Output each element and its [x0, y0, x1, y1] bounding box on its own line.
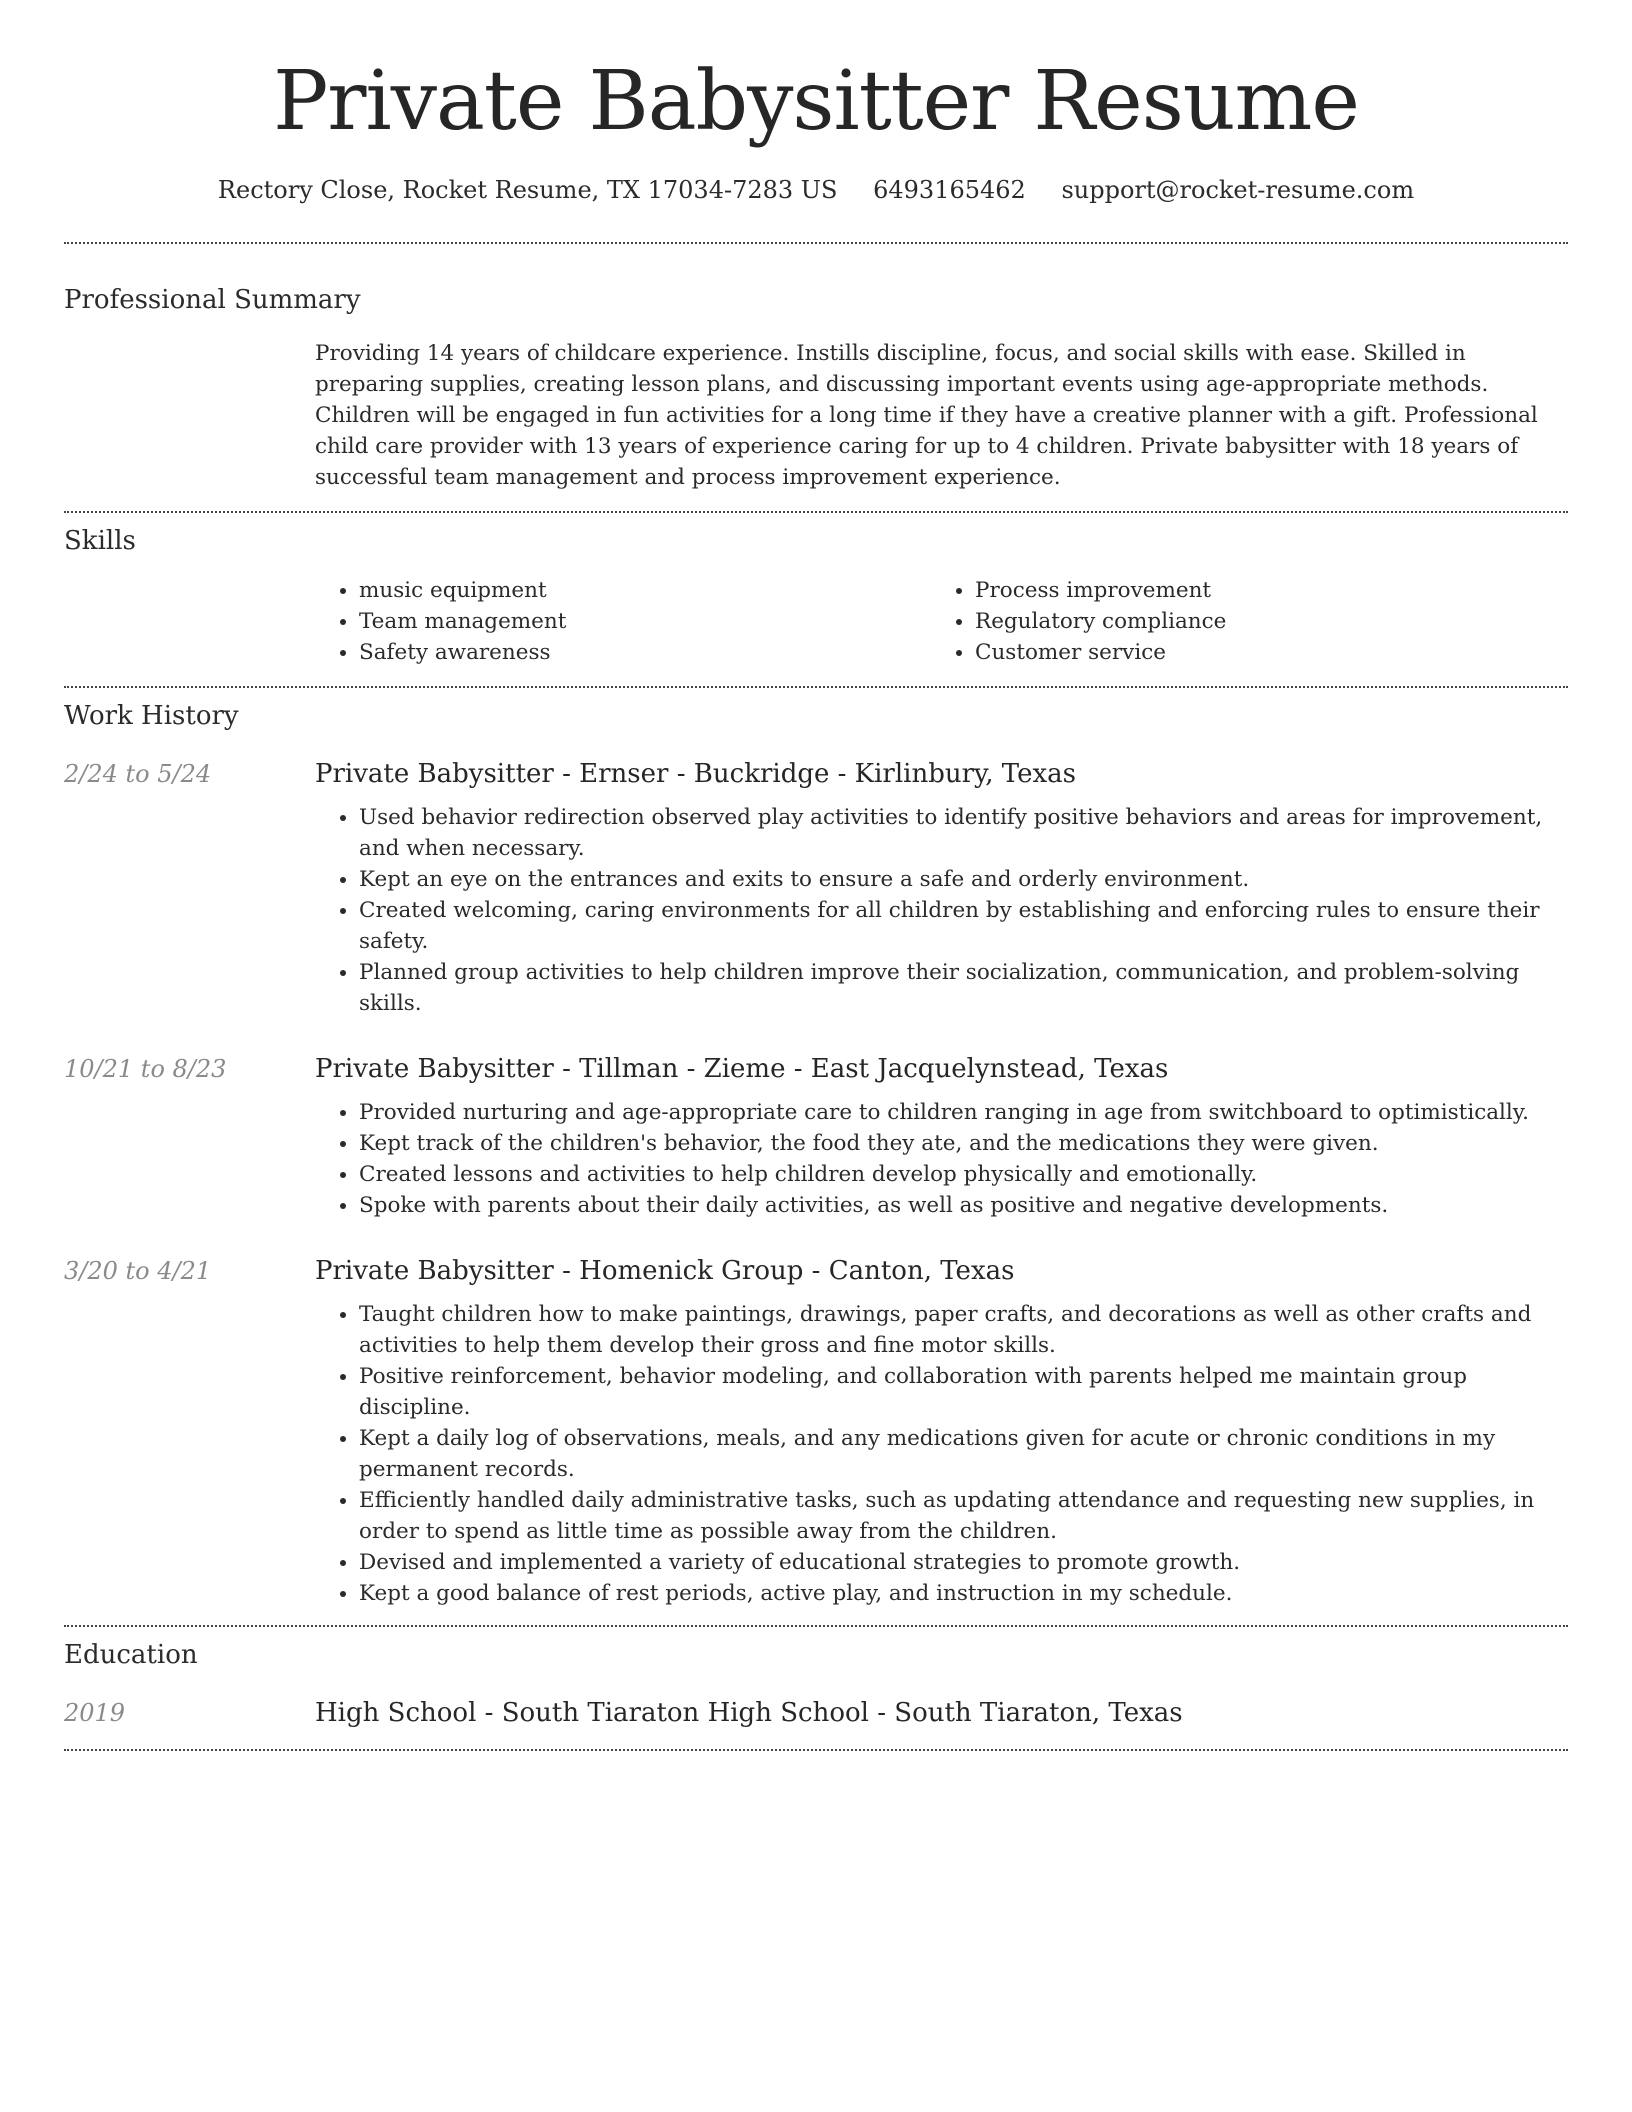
job-entry — [64, 1053, 1568, 1221]
job-bullet: • Planned group activities to help children improve their socialization, communication, and problem-solving skills. — [359, 957, 1568, 1019]
job-date: 3/20 to 4/21 — [64, 1257, 212, 1285]
skills-column-left — [315, 575, 931, 668]
job-title: Private Babysitter - Tillman - Zieme - East Jacquelynstead, Texas — [315, 1054, 1169, 1084]
job-bullet: • Devised and implemented a variety of educational strategies to promote growth. — [359, 1547, 1568, 1578]
job-entry — [64, 1255, 1568, 1609]
contact-phone: 6493165462 — [873, 176, 1026, 204]
summary-text: Providing 14 years of childcare experience. Instills discipline, focus, and social skills with ease. Skilled in preparing supplies, creating lesson plans, and discussing important events using age-appropriate methods. Children will be engaged in fun activities for a long time if they have a creative planner with a gift. Professional child care provider with 13 years of experience caring for up to 4 children. Private babysitter with 18 years of successful team management and process improvement experience. — [315, 341, 1538, 490]
job-bullet: • Used behavior redirection observed play activities to identify positive behaviors and areas for improvement, and when necessary. — [359, 802, 1568, 864]
job-bullet: • Kept a daily log of observations, meals, and any medications given for acute or chronic conditions in my permanent records. — [359, 1423, 1568, 1485]
job-title: Private Babysitter - Ernser - Buckridge - Kirlinbury, Texas — [315, 759, 1077, 789]
job-details — [315, 758, 1568, 1019]
divider — [64, 1625, 1568, 1627]
job-bullet: • Positive reinforcement, behavior modeling, and collaboration with parents helped me maintain group discipline. — [359, 1361, 1568, 1423]
job-details — [315, 1255, 1568, 1609]
skill-item: • Process improvement — [975, 575, 1547, 606]
job-bullet: • Taught children how to make paintings, drawings, paper crafts, and decorations as well as other crafts and activities to help them develop their gross and fine motor skills. — [359, 1299, 1568, 1361]
job-bullets — [315, 802, 1568, 1019]
job-bullet: • Spoke with parents about their daily activities, as well as positive and negative developments. — [359, 1190, 1568, 1221]
skill-item: • Team management — [359, 606, 931, 637]
section-title-work: Work History — [64, 701, 239, 731]
job-title: Private Babysitter - Homenick Group - Canton, Texas — [315, 1256, 1015, 1286]
job-bullet: • Provided nurturing and age-appropriate care to children ranging in age from switchboard to optimistically. — [359, 1097, 1568, 1128]
skill-item: • Customer service — [975, 637, 1547, 668]
education-entry — [64, 1697, 1568, 1729]
job-bullet: • Kept a good balance of rest periods, active play, and instruction in my schedule. — [359, 1578, 1568, 1609]
section-title-skills: Skills — [64, 526, 136, 556]
job-entry — [64, 758, 1568, 1019]
contact-email: support@rocket-resume.com — [1061, 176, 1415, 204]
job-date: 10/21 to 8/23 — [64, 1055, 227, 1083]
resume-title: Private Babysitter Resume — [273, 54, 1359, 149]
job-bullet: • Kept track of the children's behavior, the food they ate, and the medications they were given. — [359, 1128, 1568, 1159]
job-bullet: • Kept an eye on the entrances and exits to ensure a safe and orderly environment. — [359, 864, 1568, 895]
education-date: 2019 — [64, 1699, 126, 1727]
job-bullet: • Created lessons and activities to help children develop physically and emotionally. — [359, 1159, 1568, 1190]
job-date: 2/24 to 5/24 — [64, 760, 212, 788]
contact-line — [64, 172, 1568, 208]
job-bullets — [315, 1097, 1568, 1221]
education-details — [315, 1697, 1568, 1729]
skills-column-right — [931, 575, 1547, 668]
skill-item: • Safety awareness — [359, 637, 931, 668]
skill-item: • Regulatory compliance — [975, 606, 1547, 637]
education-title: High School - South Tiaraton High School - South Tiaraton, Texas — [315, 1698, 1183, 1728]
section-title-summary: Professional Summary — [64, 285, 361, 315]
section-title-education: Education — [64, 1640, 198, 1670]
contact-address: Rectory Close, Rocket Resume, TX 17034-7283 US — [217, 176, 838, 204]
divider — [64, 686, 1568, 688]
divider — [64, 1749, 1568, 1751]
skill-item: • music equipment — [359, 575, 931, 606]
divider — [64, 511, 1568, 513]
skills-list — [315, 575, 1568, 668]
job-bullet: • Created welcoming, caring environments for all children by establishing and enforcing rules to ensure their safety. — [359, 895, 1568, 957]
divider — [64, 242, 1568, 244]
job-bullets — [315, 1299, 1568, 1609]
job-details — [315, 1053, 1568, 1221]
job-bullet: • Efficiently handled daily administrative tasks, such as updating attendance and requesting new supplies, in order to spend as little time as possible away from the children. — [359, 1485, 1568, 1547]
